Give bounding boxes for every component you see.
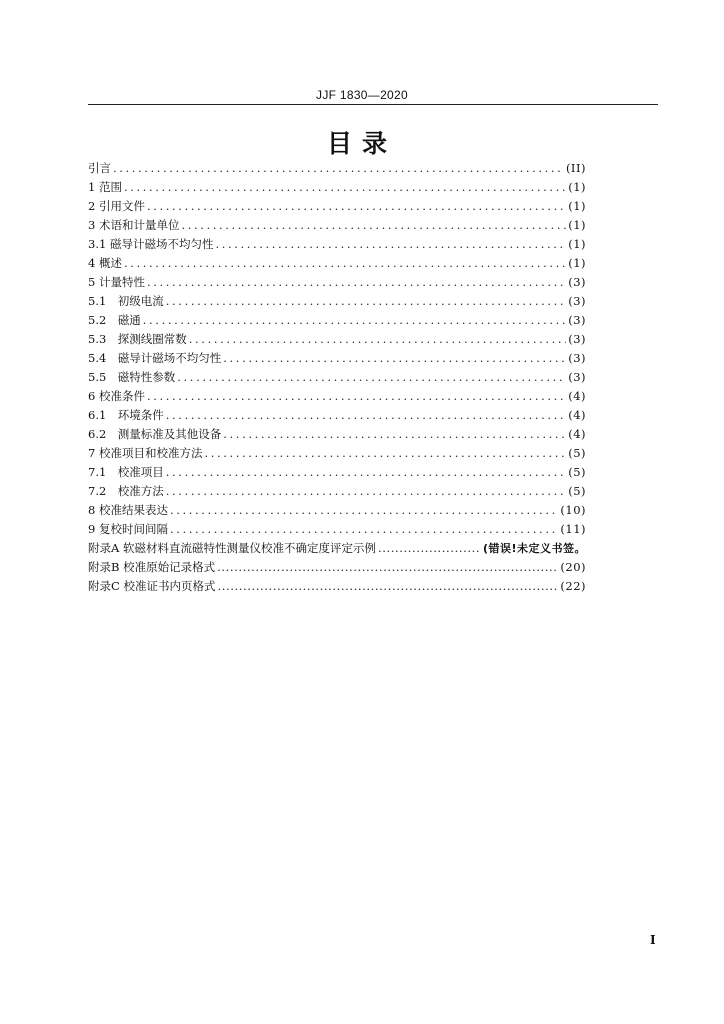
toc-dot-leader	[147, 197, 566, 216]
toc-entry-label: 6.1 环境条件	[88, 408, 164, 422]
toc-entry-label: 5.1 初级电流	[88, 294, 164, 308]
toc-entry-label: 引言	[88, 161, 111, 175]
toc-entry-5-4[interactable]	[88, 349, 586, 368]
toc-dot-leader	[170, 520, 558, 539]
toc-entry-label: 附录C 校准证书内页格式	[88, 579, 216, 593]
toc-entry-3[interactable]	[88, 216, 586, 235]
table-of-contents	[88, 159, 586, 596]
toc-entry-label: 2 引用文件	[88, 199, 145, 213]
toc-dot-leader	[166, 463, 566, 482]
toc-dot-leader	[143, 311, 566, 330]
toc-entry-page: (10)	[560, 503, 586, 517]
toc-dot-leader	[378, 539, 481, 558]
document-code: JJF 1830—2020	[316, 88, 408, 102]
toc-entry-label: 5.3 探测线圈常数	[88, 332, 187, 346]
toc-entry-label: 6 校准条件	[88, 389, 145, 403]
toc-dot-leader	[217, 577, 558, 596]
toc-entry-3-1[interactable]	[88, 235, 586, 254]
toc-dot-leader	[166, 406, 566, 425]
toc-entry-page: (3)	[568, 332, 586, 346]
toc-dot-leader	[113, 159, 564, 178]
toc-entry-label: 5.5 磁特性参数	[88, 370, 176, 384]
toc-entry-5-5[interactable]	[88, 368, 586, 387]
toc-dot-leader	[166, 292, 566, 311]
toc-entry-7[interactable]	[88, 444, 586, 463]
toc-dot-leader	[124, 178, 566, 197]
toc-entry-label: 7.1 校准项目	[88, 465, 164, 479]
toc-entry-label: 3 术语和计量单位	[88, 218, 180, 232]
toc-entry-page: (1)	[568, 237, 586, 251]
toc-entry-5-1[interactable]	[88, 292, 586, 311]
toc-dot-leader	[204, 444, 566, 463]
toc-entry-6[interactable]	[88, 387, 586, 406]
toc-entry-label: 7.2 校准方法	[88, 484, 164, 498]
toc-dot-leader	[147, 387, 566, 406]
toc-dot-leader	[181, 216, 566, 235]
toc-entry-page: (1)	[568, 199, 586, 213]
toc-entry-label: 3.1 磁导计磁场不均匀性	[88, 237, 214, 251]
toc-entry-1[interactable]	[88, 178, 586, 197]
toc-entry-page: (11)	[560, 522, 586, 536]
toc-entry-label: 7 校准项目和校准方法	[88, 446, 203, 460]
toc-dot-leader	[177, 368, 566, 387]
toc-entry-page: (1)	[568, 256, 586, 270]
toc-entry-2[interactable]	[88, 197, 586, 216]
toc-entry-preface[interactable]	[88, 159, 586, 178]
toc-entry-8[interactable]	[88, 501, 586, 520]
toc-title: 目录	[326, 129, 397, 158]
toc-entry-page: (3)	[568, 313, 586, 327]
toc-entry-label: 1 范围	[88, 180, 122, 194]
toc-entry-page: (1)	[568, 180, 586, 194]
toc-entry-page: (5)	[568, 446, 586, 460]
toc-entry-page: (5)	[568, 484, 586, 498]
toc-entry-page: (4)	[568, 389, 586, 403]
toc-entry-6-1[interactable]	[88, 406, 586, 425]
toc-entry-label: 附录B 校准原始记录格式	[88, 560, 216, 574]
toc-entry-5[interactable]	[88, 273, 586, 292]
page-number: I	[650, 933, 656, 947]
toc-entry-page: (5)	[568, 465, 586, 479]
toc-entry-page: (4)	[568, 408, 586, 422]
toc-entry-9[interactable]	[88, 520, 586, 539]
toc-entry-page: (3)	[568, 370, 586, 384]
toc-entry-7-1[interactable]	[88, 463, 586, 482]
toc-entry-appendix-c[interactable]	[88, 577, 586, 596]
toc-dot-leader	[217, 558, 558, 577]
toc-dot-leader	[215, 235, 566, 254]
toc-entry-appendix-a[interactable]	[88, 539, 586, 558]
toc-entry-page: (22)	[560, 579, 586, 593]
toc-dot-leader	[189, 330, 566, 349]
toc-dot-leader	[124, 254, 566, 273]
toc-entry-7-2[interactable]	[88, 482, 586, 501]
toc-entry-5-2[interactable]	[88, 311, 586, 330]
toc-entry-label: 4 概述	[88, 256, 122, 270]
toc-entry-label: 5.4 磁导计磁场不均匀性	[88, 351, 222, 365]
toc-entry-6-2[interactable]	[88, 425, 586, 444]
toc-entry-page: (20)	[560, 560, 586, 574]
toc-entry-page: (4)	[568, 427, 586, 441]
toc-entry-page: (3)	[568, 275, 586, 289]
toc-entry-page: (II)	[565, 161, 586, 175]
toc-entry-label: 6.2 测量标准及其他设备	[88, 427, 222, 441]
toc-entry-label: 9 复校时间间隔	[88, 522, 168, 536]
toc-dot-leader	[166, 482, 566, 501]
toc-dot-leader	[223, 349, 566, 368]
toc-entry-page: (错误!未定义书签。	[482, 542, 586, 555]
toc-entry-page: (1)	[568, 218, 586, 232]
toc-entry-page: (3)	[568, 294, 586, 308]
toc-entry-5-3[interactable]	[88, 330, 586, 349]
toc-entry-4[interactable]	[88, 254, 586, 273]
toc-dot-leader	[147, 273, 566, 292]
toc-dot-leader	[223, 425, 566, 444]
toc-entry-label: 5 计量特性	[88, 275, 145, 289]
toc-entry-appendix-b[interactable]	[88, 558, 586, 577]
toc-entry-label: 附录A 软磁材料直流磁特性测量仪校准不确定度评定示例	[88, 541, 376, 555]
header-rule	[88, 104, 658, 105]
toc-dot-leader	[170, 501, 558, 520]
toc-entry-label: 8 校准结果表达	[88, 503, 168, 517]
toc-entry-label: 5.2 磁通	[88, 313, 141, 327]
toc-entry-page: (3)	[568, 351, 586, 365]
